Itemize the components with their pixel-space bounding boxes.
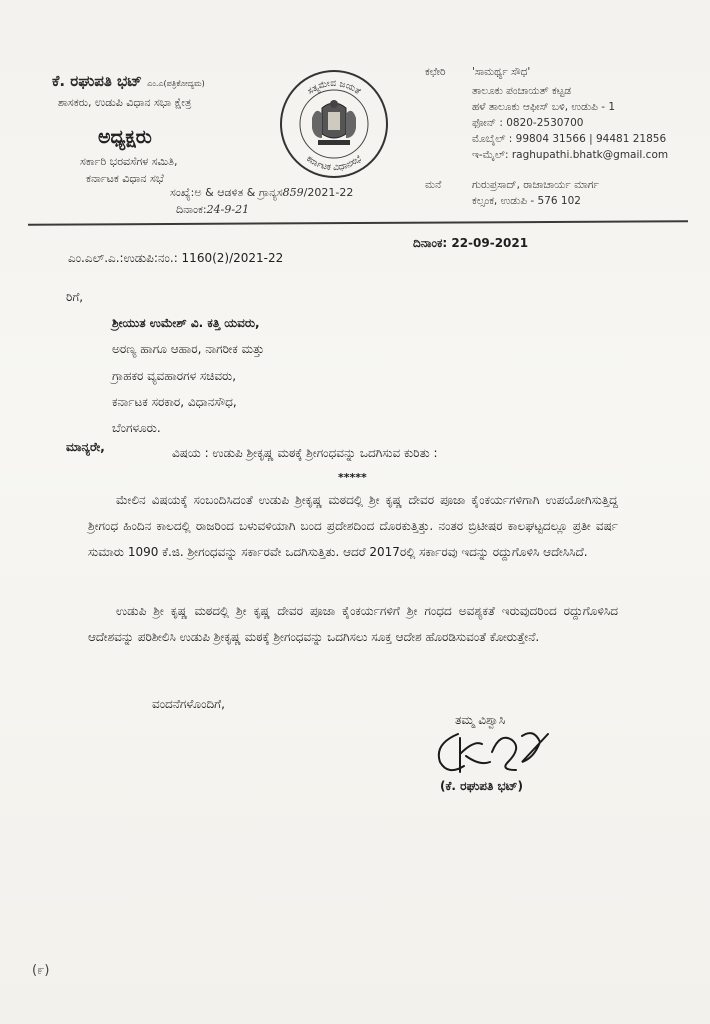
subject-separator: *****: [338, 471, 367, 484]
mobile-number: ಮೊಬೈಲ್ : 99804 31566 | 94481 21856: [472, 133, 667, 145]
body-paragraph-1: ಮೇಲಿನ ವಿಷಯಕ್ಕೆ ಸಂಬಂದಿಸಿದಂತೆ ಉಡುಪಿ ಶ್ರೀಕೃಷ್ಣ ಮಠದಲ್ಲಿ ಶ್ರೀ ಕೃಷ್ಣ ದೇವರ ಪೂಜಾ ಕೈಂಕರ್ಯಗಳಿಗಾಗಿ ಉಪಯೋಗಿಸುತ್ತಿದ್ದ ಶ್ರೀಗಂಧ ಹಿಂದಿನ ಕಾಲದಲ್ಲಿ ರಾಜರಿಂದ ಬಳುವಳಿಯಾಗಿ ಬಂದ ಪ್ರದೇಶದಿಂದ ದೊರಕುತ್ತಿತ್ತು. ನಂತರ ಬ್ರಿಟೀಷರ ಕಾಲಘಟ್ಟದಲ್ಲೂ ಪ್ರತೀ ವರ್ಷ ಸುಮಾರು 1090 ಕೆ.ಜಿ. ಶ್ರೀಗಂಧವನ್ನು ಸರ್ಕಾರವೇ ಒದಗಿಸುತ್ತಿತು. ಆದರೆ 2017ರಲ್ಲಿ ಸರ್ಕಾರವು ಇದನ್ನು ರದ್ದುಗೊಳಿಸಿ ಆದೇಸಿಸಿದೆ.: [88, 493, 618, 559]
home-line2: ಕಲ್ಸಂಕ, ಉಡುಪಿ - 576 102: [472, 195, 581, 207]
addressee-line: ಕರ್ನಾಟಕ ಸರಕಾರ, ವಿಧಾನಸೌಧ,: [112, 395, 237, 409]
home-line1: ಗುರುಪ್ರಸಾದ್, ರಾಜಾಚಾರ್ಯ ಮಾರ್ಗ: [472, 179, 599, 191]
karnataka-emblem-icon: [278, 68, 390, 180]
letterhead-divider: [28, 220, 688, 225]
yours-faithfully: ತಮ್ಮ ವಿಶ್ವಾಸಿ: [455, 713, 506, 727]
emblem-top-text: ಸತ್ಯಮೇವ ಜಯತೆ: [305, 78, 363, 97]
letterhead-committee-line1: ಸರ್ಕಾರಿ ಭರವಸೆಗಳ ಸಮಿತಿ,: [80, 155, 178, 168]
letterhead-ref: [170, 186, 353, 200]
letter-to: ರಿಗೆ,: [66, 290, 84, 304]
letterhead-name: [52, 72, 205, 90]
phone-number: ಫೋನ್ : 0820-2530700: [472, 117, 584, 129]
signature-icon: [430, 722, 560, 782]
page-mark: (೯): [32, 963, 50, 978]
letterhead-ref-year: /2021-22: [303, 186, 354, 199]
addressee-line: ಅರಣ್ಯ ಹಾಗೂ ಆಹಾರ, ನಾಗರೀಕ ಮತ್ತು: [112, 342, 265, 356]
salutation: ಮಾನ್ಯರೇ,: [66, 440, 105, 454]
svg-text:ಸತ್ಯಮೇವ ಜಯತೆ: [306, 79, 363, 97]
office-line2: ತಾಲೂಕು ಪಂಚಾಯತ್ ಕಟ್ಟಡ: [472, 85, 572, 97]
svg-text:ಕರ್ನಾಟಕ ವಿಧಾನಸಭೆ: [304, 154, 364, 174]
office-line1: 'ಸಾಮರ್ಥ್ಯ ಸೌಧ': [472, 66, 531, 78]
letterhead-name-suffix: ಎಂ.ಎ(ಪತ್ರಿಕೋದ್ಯಮ): [147, 79, 205, 88]
emblem-bottom-text: ಕರ್ನಾಟಕ ವಿಧಾನಸಭೆ: [304, 153, 364, 174]
letterhead-ref-handwritten: 859: [282, 186, 304, 199]
addressee-line: ಬೆಂಗಳೂರು.: [112, 421, 161, 435]
home-label: ಮನೆ: [425, 179, 442, 191]
letterhead-name-text: ಕೆ. ರಘುಪತಿ ಭಟ್: [52, 72, 142, 90]
office-label: ಕಛೇರಿ: [425, 66, 446, 78]
letterhead-ref-label: ಸಂಖ್ಯೆ:ಅ & ಆಡಳಿತ & ಗ್ರಾನ್ಯಸ: [170, 186, 283, 199]
office-line3: ಹಳೆ ತಾಲೂಕು ಆಫೀಸ್ ಬಳಿ, ಉಡುಪಿ - 1: [472, 101, 616, 113]
letter-ref-number: ಎಂ.ಎಲ್.ಎ.:ಉಡುಪಿ:ನಂ.: 1160(2)/2021-22: [68, 251, 284, 265]
letterhead-committee-line2: ಕರ್ನಾಟಕ ವಿಧಾನ ಸಭೆ: [86, 172, 164, 185]
letterhead-date-handwritten: 24-9-21: [206, 203, 250, 216]
addressee-line: ಗ್ರಾಹಕರ ವ್ಯವಹಾರಗಳ ಸಚಿವರು,: [112, 369, 237, 383]
closing: ವಂದನೆಗಳೊಂದಿಗೆ,: [152, 697, 225, 711]
addressee-line: ಶ್ರೀಯುತ ಉಮೇಶ್ ವಿ. ಕತ್ತಿ ಯವರು,: [112, 316, 260, 330]
letterhead-title: ಅಧ್ಯಕ್ಷರು: [98, 126, 152, 148]
signer-name: (ಕೆ. ರಘುಪತಿ ಭಟ್): [440, 779, 523, 793]
letter-date: ದಿನಾಂಕ: 22-09-2021: [413, 236, 529, 250]
letter-subject: ವಿಷಯ : ಉಡುಪಿ ಶ್ರೀಕೃಷ್ಣ ಮಠಕ್ಕೆ ಶ್ರೀಗಂಧವನ್ನು ಒದಗಿಸುವ ಕುರಿತು :: [172, 446, 438, 460]
letterhead-date-label: ದಿನಾಂಕ:: [176, 203, 207, 216]
email-address: ಇ-ಮೈಲ್: raghupathi.bhatk@gmail.com: [472, 149, 669, 161]
body-paragraph-2: ಉಡುಪಿ ಶ್ರೀ ಕೃಷ್ಣ ಮಠದಲ್ಲಿ ಶ್ರೀ ಕೃಷ್ಣ ದೇವರ ಪೂಜಾ ಕೈಂಕರ್ಯಗಳಿಗೆ ಶ್ರೀ ಗಂಧದ ಅವಶ್ಯಕತೆ ಇರುವುದರಿಂದ ರದ್ದುಗೊಳಿಸಿದ ಆದೇಶವನ್ನು ಪರಿಶೀಲಿಸಿ ಉಡುಪಿ ಶ್ರೀಕೃಷ್ಣ ಮಠಕ್ಕೆ ಶ್ರೀಗಂಧವನ್ನು ಒದಗಿಸಲು ಸೂಕ್ತ ಆದೇಶ ಹೊರಡಿಸುವಂತೆ ಕೋರುತ್ತೇನೆ.: [88, 604, 618, 644]
letterhead-date: [176, 203, 249, 217]
letterhead-mla: ಶಾಸಕರು, ಉಡುಪಿ ವಿಧಾನ ಸಭಾ ಕ್ಷೇತ್ರ: [58, 96, 192, 109]
